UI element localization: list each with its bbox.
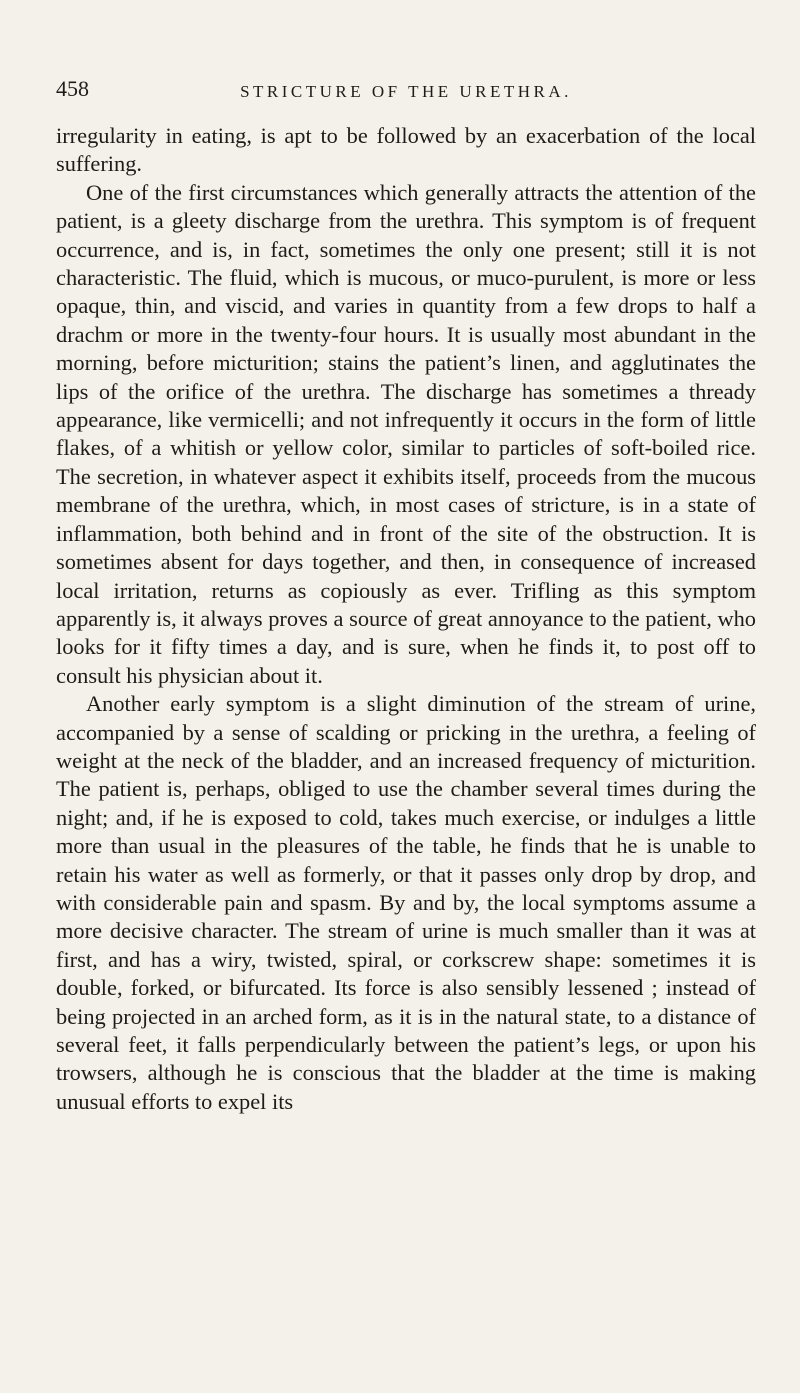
body-text: [56, 122, 756, 1116]
page-header: [56, 74, 756, 110]
running-title: STRICTURE OF THE URETHRA.: [240, 82, 572, 101]
book-page: [56, 74, 756, 1116]
page-number: 458: [56, 76, 89, 101]
paragraph-gleety-discharge: One of the first circumstances which generally attracts the attention of the patient, is a gleety discharge from the urethra. This symptom is of frequent occurrence, and is, in fact, sometimes the only one present; still it is not characteristic. The fluid, which is mucous, or muco-purulent, is more or less opaque, thin, and viscid, and varies in quantity from a few drops to half a drachm or more in the twenty-four hours. It is usually most abundant in the morning, before micturition; stains the patient’s linen, and agglutinates the lips of the orifice of the urethra. The discharge has sometimes a thready appearance, like vermicelli; and not infrequently it occurs in the form of little flakes, of a whitish or yellow color, similar to particles of soft-boiled rice. The secretion, in whatever aspect it exhibits itself, proceeds from the mucous membrane of the urethra, which, in most cases of stricture, is in a state of inflammation, both behind and in front of the site of the obstruction. It is sometimes absent for days together, and then, in consequence of increased local irritation, returns as copiously as ever. Trifling as this symptom apparently is, it always proves a source of great annoyance to the patient, who looks for it fifty times a day, and is sure, when he finds it, to post off to consult his physician about it.: [56, 179, 756, 688]
paragraph-stream-diminution: Another early symptom is a slight diminution of the stream of urine, accompanied by a sense of scalding or pricking in the urethra, a feeling of weight at the neck of the bladder, and an increased frequency of micturition. The patient is, perhaps, obliged to use the chamber several times during the night; and, if he is exposed to cold, takes much exercise, or indulges a little more than usual in the pleasures of the table, he finds that he is unable to retain his water as well as formerly, or that it passes only drop by drop, and with considerable pain and spasm. By and by, the local symptoms assume a more decisive character. The stream of urine is much smaller than it was at first, and has a wiry, twisted, spiral, or corkscrew shape: sometimes it is double, forked, or bifurcated. Its force is also sensibly lessened ; instead of being projected in an arched form, as it is in the natural state, to a distance of several feet, it falls perpendicularly between the patient’s legs, or upon his trowsers, although he is conscious that the bladder at the time is making unusual efforts to expel its: [56, 691, 756, 1114]
paragraph-continued: irregularity in eating, is apt to be followed by an exacerbation of the local suffering.: [56, 123, 756, 177]
